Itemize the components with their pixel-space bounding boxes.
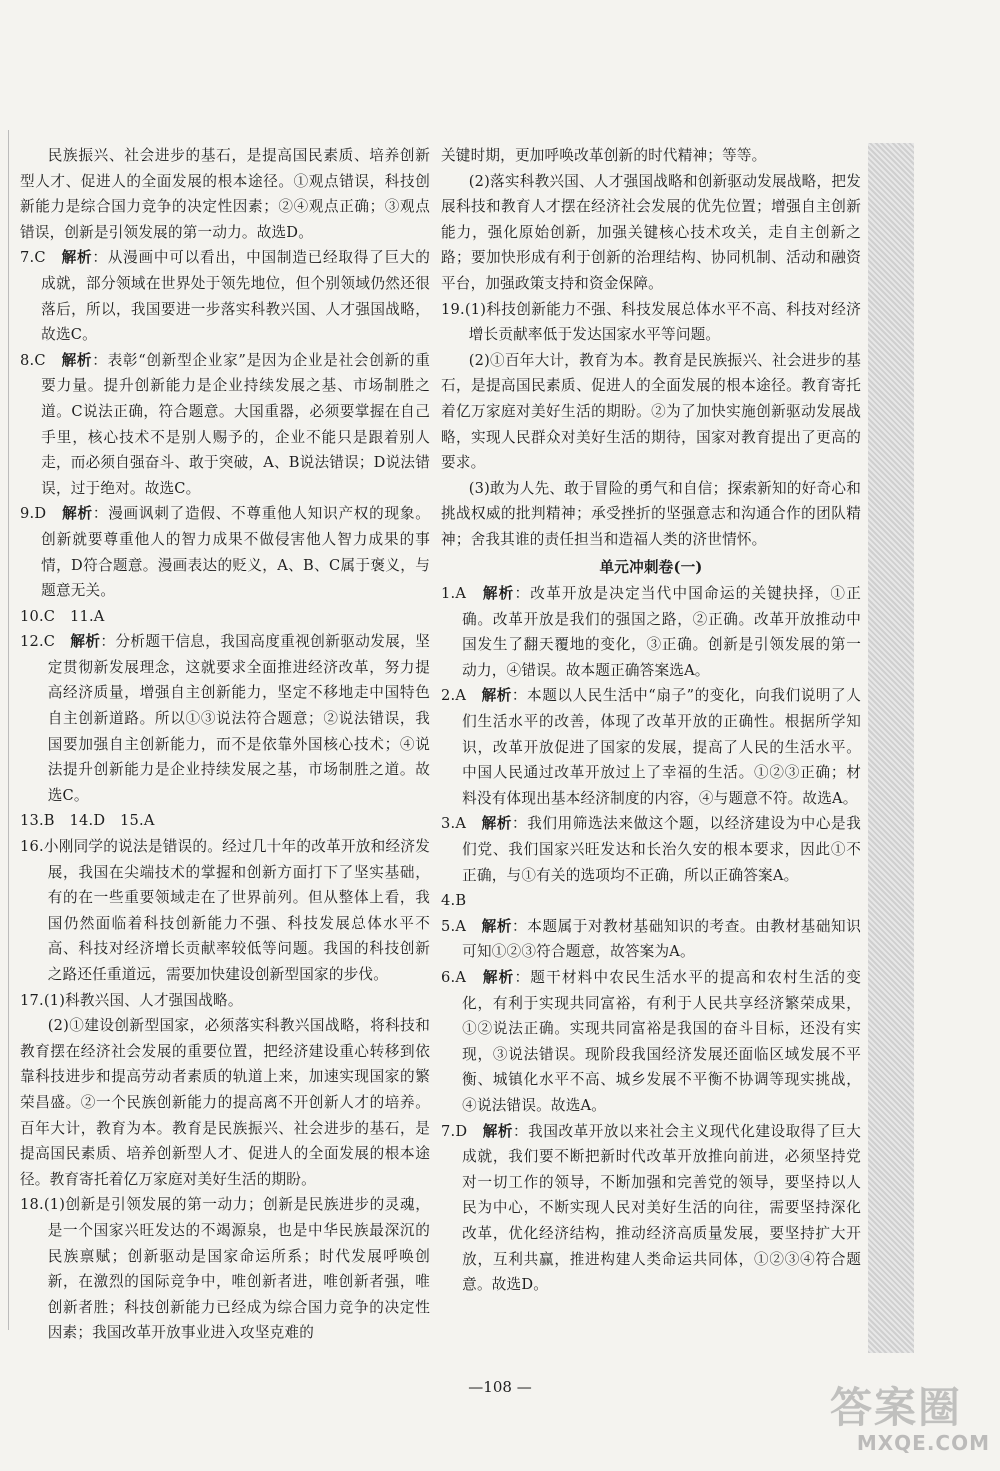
answer-text: ：表彰“创新型企业家”是因为企业是社会创新的重要力量。提升创新能力是企业持续发展之基、市场制胜之道。C说法正确，符合题意。大国重器，必须要掌握在自己手里，核心技术不是别人赐予的，企业不能只是跟着别人走，而必须自强奋斗、敢于突破，A、B说法错误；D说法错误，过于绝对。故选C。 bbox=[41, 351, 431, 497]
answer-text: ：我国改革开放以来社会主义现代化建设取得了巨大成就，我们要不断把新时代改革开放推向前进，必须坚持党对一切工作的领导，不断加强和完善党的领导，要坚持以人民为中心，不断实现人民对美好生活的向往，需要坚持深化改革，优化经济结构，推动经济高质量发展，要坚持扩大开放，互利共赢，推进构建人类命运共同体，①②③④符合题意。故选D。 bbox=[462, 1122, 861, 1294]
question-number: 2.A bbox=[441, 687, 482, 705]
answer-text: ：题干材料中农民生活水平的提高和农村生活的变化，有利于实现共同富裕，有利于人民共享经济繁荣成果，①②说法正确。实现共同富裕是我国的奋斗目标，还没有实现，③说法错误。现阶段我国经济发展还面临区域发展不平衡、城镇化水平不高、城乡发展不平衡不协调等现实挑战，④说法错误。故选A。 bbox=[462, 969, 862, 1114]
analysis-label: 解析 bbox=[70, 633, 101, 651]
question-number: 18. bbox=[20, 1196, 44, 1214]
answer-text: (1)创新是引领发展的第一动力；创新是民族进步的灵魂，是一个国家兴旺发达的不竭源泉，也是中华民族最深沉的民族禀赋；创新驱动是国家命运所系；时代发展呼唤创新，在激烈的国际竞争中，唯创新者进，唯创新者强，唯创新者胜；科技创新能力已经成为综合国力竞争的决定性因素；我国改革开放事业进入攻坚克难的 bbox=[43, 1196, 430, 1342]
question-number: 7.C bbox=[20, 249, 62, 267]
answer-paragraph bbox=[441, 1119, 861, 1298]
answer-paragraph bbox=[20, 348, 430, 502]
answer-paragraph bbox=[20, 501, 430, 603]
answer-paragraph bbox=[20, 245, 430, 347]
watermark bbox=[830, 1375, 990, 1465]
answer-paragraph bbox=[441, 811, 861, 888]
margin-rule bbox=[8, 130, 9, 1330]
question-number: 1.A bbox=[441, 585, 483, 603]
watermark-logo: 答案圈 bbox=[830, 1383, 963, 1432]
answer-paragraph bbox=[441, 888, 861, 914]
answer-text: ：我们用筛选法来做这个题，以经济建设为中心是我们党、我们国家兴旺发达和长治久安的根本要求，因此①不正确，与①有关的选项均不正确，所以正确答案A。 bbox=[462, 815, 862, 884]
answer-text: (1)科教兴国、人才强国战略。 bbox=[43, 991, 243, 1009]
analysis-label: 解析 bbox=[61, 351, 93, 369]
answer-text: 关键时期，更加呼唤改革创新的时代精神；等等。 bbox=[441, 147, 767, 164]
question-number: 16. bbox=[20, 838, 44, 856]
answer-paragraph bbox=[20, 604, 430, 630]
answer-text: (2)①百年大计，教育为本。教育是民族振兴、社会进步的基石，是提高国民素质、促进人的全面发展的根本途径。教育寄托着亿万家庭对美好生活的期盼。②为了加快实施创新驱动发展战略，实现人民群众对美好生活的期待，国家对教育提出了更高的要求。 bbox=[441, 351, 861, 472]
question-number: 17. bbox=[20, 991, 44, 1009]
question-number: 8.C bbox=[20, 351, 62, 369]
section-title: 单元冲刺卷(一) bbox=[599, 558, 703, 576]
page-number: —108 — bbox=[468, 1378, 532, 1396]
answer-paragraph bbox=[20, 629, 430, 808]
answer-paragraph bbox=[441, 914, 861, 965]
answer-paragraph bbox=[441, 297, 861, 348]
question-number: 19. bbox=[441, 300, 465, 318]
question-number: 12.C bbox=[20, 633, 71, 651]
analysis-label: 解析 bbox=[482, 969, 515, 986]
answer-text: (2)①建设创新型国家，必须落实科教兴国战略，将科技和教育摆在经济社会发展的重要位置，把经济建设重心转移到依靠科技进步和提高劳动者素质的轨道上来，加速实现国家的繁荣昌盛。②一个民族创新能力的提高离不开创新人才的培养。百年大计，教育为本。教育是民族振兴、社会进步的基石，是提高国民素质、培养创新型人才、促进人的全面发展的根本途径。教育寄托着亿万家庭对美好生活的期盼。 bbox=[20, 1017, 430, 1188]
watermark-url: MXQE.COM bbox=[856, 1431, 990, 1455]
answer-text: 小刚同学的说法是错误的。经过几十年的改革开放和经济发展，我国在尖端技术的掌握和创新方面打下了坚实基础，有的在一些重要领域走在了世界前列。但从整体上看，我国仍然面临着科技创新能力不强、科技发展总体水平不高、科技对经济增长贡献率较低等问题。我国的科技创新之路还任重道远，需要加快建设创新型国家的步伐。 bbox=[43, 838, 430, 983]
answer-text: ：从漫画中可以看出，中国制造已经取得了巨大的成就，部分领域在世界处于领先地位，但个别领域仍然还很落后，所以，我国要进一步落实科教兴国、人才强国战略，故选C。 bbox=[41, 249, 430, 344]
right-column bbox=[441, 143, 861, 1298]
left-column bbox=[20, 143, 430, 1346]
answer-text: (3)敢为人先、敢于冒险的勇气和自信；探索新知的好奇心和挑战权威的批判精神；承受挫折的坚强意志和沟通合作的团队精神；舍我其谁的责任担当和造福人类的济世情怀。 bbox=[441, 479, 861, 548]
answer-paragraph bbox=[441, 581, 861, 683]
analysis-label: 解析 bbox=[481, 917, 513, 935]
question-number: 5.A bbox=[441, 917, 482, 935]
analysis-label: 解析 bbox=[482, 1122, 514, 1140]
answer-paragraph bbox=[20, 143, 430, 245]
answer-text: 民族振兴、社会进步的基石，是提高国民素质、培养创新型人才、促进人的全面发展的根本途径。①观点错误，科技创新能力是综合国力竞争的决定性因素；②④观点正确；③观点错误，创新是引领发展的第一动力。故选D。 bbox=[20, 147, 430, 241]
answer-paragraph bbox=[441, 476, 861, 553]
analysis-label: 解析 bbox=[482, 585, 515, 603]
answer-paragraph bbox=[441, 965, 861, 1119]
analysis-label: 解析 bbox=[61, 249, 93, 267]
answer-text: (1)科技创新能力不强、科技发展总体水平不高、科技对经济增长贡献率低于发达国家水平等问题。 bbox=[464, 300, 861, 344]
answer-text: ：分析题干信息，我国高度重视创新驱动发展，坚定贯彻新发展理念，这就要求全面推进经济改革，努力提高经济质量，增强自主创新能力，坚定不移地走中国特色自主创新道路。所以①③说法符合题意；②说法错误，我国要加强自主创新能力，而不是依靠外国核心技术；④说法提升创新能力是企业持续发展之基，市场制胜之道。故选C。 bbox=[47, 633, 430, 804]
answer-text: ：改革开放是决定当代中国命运的关键抉择，①正确。改革开放是我们的强国之路，②正确。改革开放推动中国发生了翻天覆地的变化，③正确。创新是引领发展的第一动力，④错误。故本题正确答案选A。 bbox=[462, 585, 862, 679]
answer-paragraph bbox=[441, 169, 861, 297]
answer-text: (2)落实科教兴国、人才强国战略和创新驱动发展战略，把发展科技和教育人才摆在经济社会发展的优先位置；增强自主创新能力，强化原始创新，加强关键核心技术攻关，走自主创新之路；要加快形成有利于创新的治理结构、协同机制、活动和融资平台，加强政策支持和资金保障。 bbox=[441, 172, 861, 292]
question-number: 3.A bbox=[441, 815, 482, 833]
answer-paragraph bbox=[20, 808, 430, 834]
scan-edge-strip bbox=[868, 143, 914, 1353]
analysis-label: 解析 bbox=[481, 687, 512, 705]
answer-text: ：漫画讽刺了造假、不尊重他人知识产权的现象。创新就要尊重他人的智力成果不做侵害他人智力成果的事情，D符合题意。漫画表达的贬义，A、B、C属于褒义，与题意无关。 bbox=[41, 505, 430, 600]
answer-text: ：本题以人民生活中“扇子”的变化，向我们说明了人们生活水平的改善，体现了改革开放的正确性。根据所学知识，改革开放促进了国家的发展，提高了人民的生活水平。中国人民通过改革开放过上了幸福的生活。①②③正确；材料没有体现出基本经济制度的内容，④与题意不符。故选A。 bbox=[462, 687, 861, 807]
answer-paragraph bbox=[20, 834, 430, 988]
analysis-label: 解析 bbox=[481, 815, 513, 833]
answer-text: ：本题属于对教材基础知识的考查。由教材基础知识可知①②③符合题意，故答案为A。 bbox=[462, 917, 862, 961]
answer-paragraph bbox=[20, 1013, 430, 1192]
answer-paragraph bbox=[441, 683, 861, 811]
question-number: 4.B bbox=[441, 892, 467, 910]
answer-paragraph bbox=[441, 348, 861, 476]
analysis-label: 解析 bbox=[62, 505, 93, 523]
question-number: 10.C 11.A bbox=[20, 607, 105, 625]
question-number: 13.B 14.D 15.A bbox=[20, 812, 155, 830]
question-number: 6.A bbox=[441, 969, 483, 986]
answer-paragraph bbox=[20, 988, 430, 1014]
answer-paragraph bbox=[441, 143, 861, 169]
question-number: 9.D bbox=[20, 505, 63, 523]
question-number: 7.D bbox=[441, 1122, 483, 1140]
answer-paragraph bbox=[20, 1192, 430, 1346]
